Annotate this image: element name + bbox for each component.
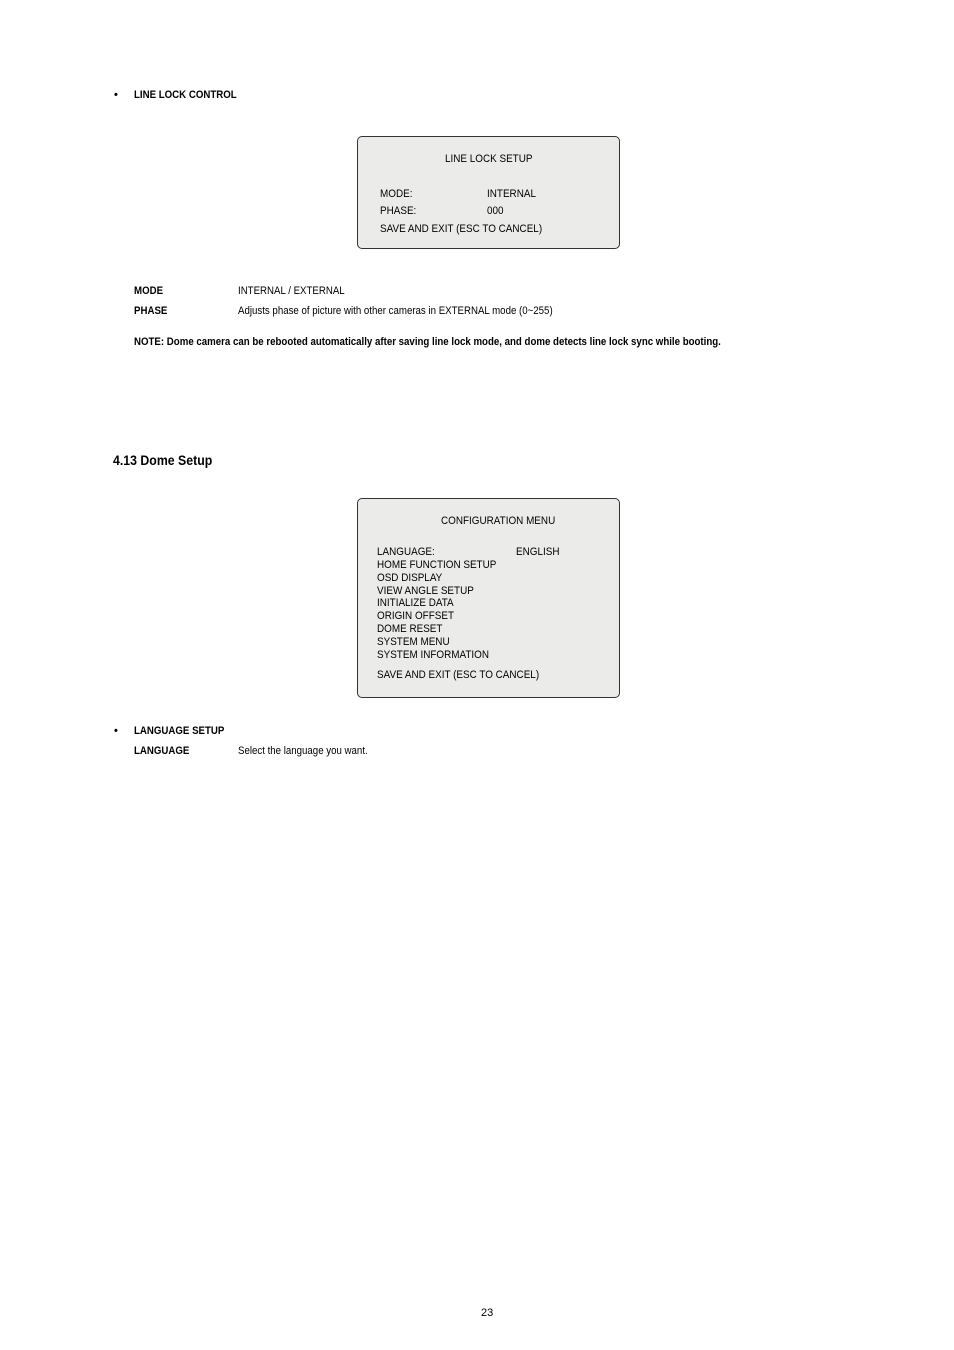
section-title-language-setup: LANGUAGE SETUP: [134, 725, 225, 737]
section-heading-dome-setup: 4.13 Dome Setup: [113, 452, 213, 468]
def-desc-mode: INTERNAL / EXTERNAL: [238, 285, 345, 297]
def-term-mode: MODE: [134, 285, 164, 297]
page-number: 23: [481, 1307, 494, 1319]
menu-item-dome-reset: DOME RESET: [377, 623, 443, 635]
line-lock-setup-menu: [357, 136, 620, 249]
note-text: NOTE: Dome camera can be rebooted automatically after saving line lock mode, and dome detects line lock sync while booting.: [134, 336, 721, 348]
save-and-exit: SAVE AND EXIT (ESC TO CANCEL): [377, 669, 540, 681]
menu-item-initialize-data: INITIALIZE DATA: [377, 597, 454, 609]
def-term-phase: PHASE: [134, 305, 168, 317]
phase-label: PHASE:: [380, 205, 417, 217]
menu-item-view-angle-setup: VIEW ANGLE SETUP: [377, 585, 474, 597]
mode-value: INTERNAL: [487, 188, 536, 200]
save-and-exit: SAVE AND EXIT (ESC TO CANCEL): [380, 223, 543, 235]
def-desc-language: Select the language you want.: [238, 745, 368, 757]
def-term-language: LANGUAGE: [134, 745, 190, 757]
language-label: LANGUAGE:: [377, 546, 435, 558]
menu-title: CONFIGURATION MENU: [441, 515, 556, 527]
menu-item-system-menu: SYSTEM MENU: [377, 636, 450, 648]
menu-item-system-information: SYSTEM INFORMATION: [377, 649, 490, 661]
bullet-marker: •: [114, 89, 118, 101]
configuration-menu: [357, 498, 620, 698]
menu-item-home-function-setup: HOME FUNCTION SETUP: [377, 559, 497, 571]
phase-value: 000: [487, 205, 504, 217]
menu-title: LINE LOCK SETUP: [445, 153, 533, 165]
menu-item-origin-offset: ORIGIN OFFSET: [377, 610, 455, 622]
def-desc-phase: Adjusts phase of picture with other cameras in EXTERNAL mode (0~255): [238, 305, 553, 317]
language-value: ENGLISH: [516, 546, 560, 558]
mode-label: MODE:: [380, 188, 413, 200]
bullet-marker: •: [114, 725, 118, 737]
menu-item-osd-display: OSD DISPLAY: [377, 572, 443, 584]
section-title-line-lock: LINE LOCK CONTROL: [134, 89, 237, 101]
